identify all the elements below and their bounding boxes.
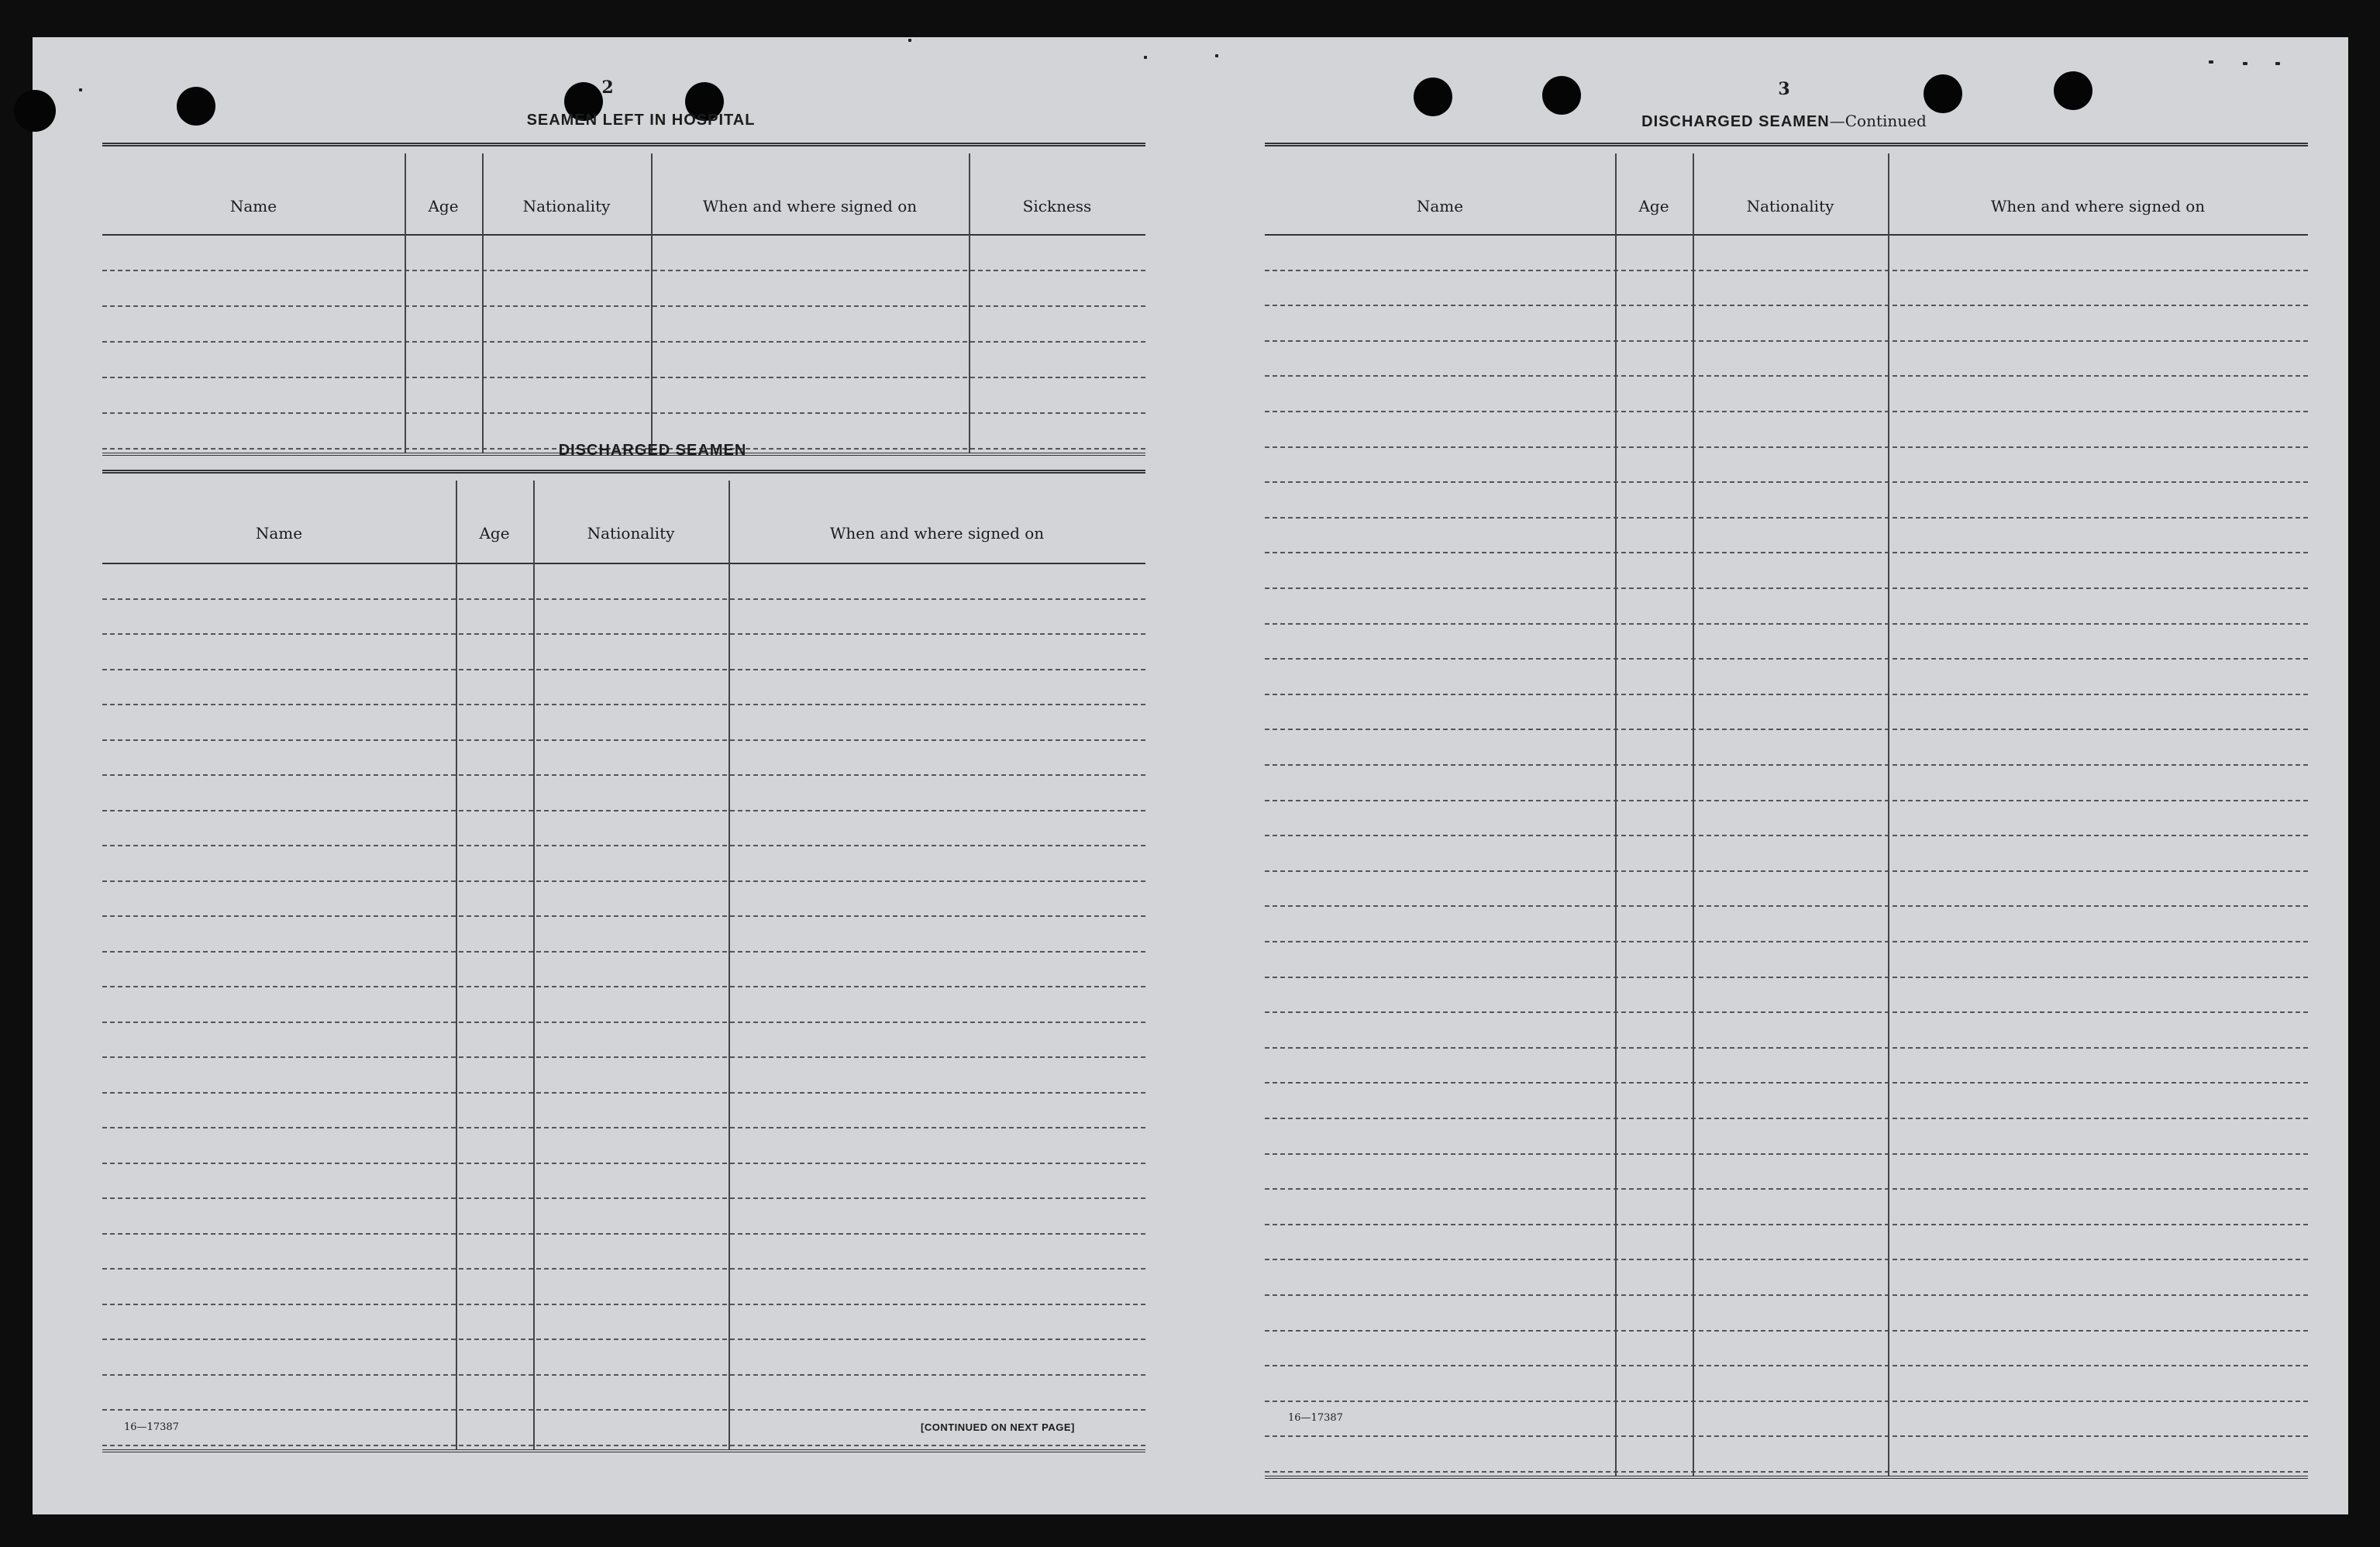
header-rule (102, 234, 1145, 236)
column-divider (651, 153, 653, 453)
table-row (1265, 835, 2308, 836)
table-row (1265, 905, 2308, 907)
column-header: Name (229, 197, 277, 215)
table-row (102, 1268, 1145, 1270)
header-rule (1265, 234, 2308, 236)
hospital-table (102, 143, 1145, 453)
table-row (102, 986, 1145, 987)
column-divider (1693, 153, 1694, 1476)
table-row (1265, 1435, 2308, 1437)
table-row (1265, 694, 2308, 695)
table-top-rule (102, 143, 1145, 146)
table-row (102, 377, 1145, 378)
column-header: Age (1638, 197, 1669, 215)
table-row (102, 880, 1145, 882)
table-row (102, 1163, 1145, 1164)
column-divider (456, 481, 457, 1449)
punch-hole (177, 87, 215, 126)
table-row (1265, 1330, 2308, 1332)
table-row (1265, 1188, 2308, 1190)
punch-hole (2054, 71, 2092, 110)
discharged-continued-title (1567, 112, 2001, 131)
page-number-left: 2 (601, 78, 614, 98)
column-header: When and where signed on (702, 197, 918, 215)
column-divider (405, 153, 406, 453)
column-header: Age (428, 197, 459, 215)
table-row (102, 341, 1145, 343)
table-row (102, 412, 1145, 414)
column-divider (1615, 153, 1617, 1476)
table-row (1265, 1224, 2308, 1225)
table-row (102, 1056, 1145, 1058)
column-divider (1888, 153, 1889, 1476)
table-row (1265, 270, 2308, 271)
column-divider (969, 153, 970, 453)
table-row (1265, 623, 2308, 625)
table-row (102, 774, 1145, 776)
punch-hole (1924, 74, 1962, 113)
dust-speck (908, 39, 911, 42)
table-row (1265, 1153, 2308, 1155)
table-row (1265, 1294, 2308, 1296)
table-row (102, 1304, 1145, 1305)
table-row (1265, 411, 2308, 412)
table-row (102, 739, 1145, 741)
table-row (1265, 1365, 2308, 1366)
table-row (102, 669, 1145, 670)
dust-speck (2243, 62, 2247, 65)
table-row (1265, 977, 2308, 978)
dust-speck (2209, 60, 2213, 64)
table-row (1265, 729, 2308, 730)
table-row (102, 1409, 1145, 1411)
dust-speck (79, 88, 82, 91)
table-row (1265, 1401, 2308, 1402)
page-number-right: 3 (1778, 79, 1790, 99)
table-row (102, 1127, 1145, 1128)
table-row (1265, 870, 2308, 872)
column-header: Nationality (587, 524, 675, 543)
table-bottom-rule (1265, 1476, 2308, 1479)
table-row (102, 598, 1145, 600)
discharged-section-title: DISCHARGED SEAMEN (558, 442, 747, 459)
column-header: Nationality (522, 197, 611, 215)
table-row (1265, 305, 2308, 306)
hospital-section-title: SEAMEN LEFT IN HOSPITAL (526, 112, 756, 129)
column-header: Sickness (1022, 197, 1092, 215)
table-row (1265, 764, 2308, 766)
column-header: When and where signed on (829, 524, 1045, 543)
dust-speck (2275, 62, 2280, 65)
table-row (102, 1445, 1145, 1446)
discharged-table (102, 470, 1145, 1446)
header-rule (102, 563, 1145, 564)
punch-hole (1542, 76, 1581, 115)
table-row (1265, 1082, 2308, 1084)
table-row (1265, 1471, 2308, 1473)
table-row (1265, 517, 2308, 519)
table-row (1265, 552, 2308, 553)
table-row (1265, 375, 2308, 377)
table-row (102, 633, 1145, 635)
table-row (1265, 800, 2308, 801)
column-header: Name (255, 524, 303, 543)
continued-suffix: —Continued (1829, 112, 1927, 130)
table-top-rule (1265, 143, 2308, 146)
dust-speck (1215, 54, 1218, 57)
table-bottom-rule (102, 1449, 1145, 1452)
form-number-right: 16—17387 (1288, 1412, 1343, 1424)
punch-hole (14, 90, 56, 132)
table-row (1265, 587, 2308, 589)
table-row (102, 1092, 1145, 1094)
column-divider (533, 481, 535, 1449)
discharged-continued-table (1265, 143, 2308, 1437)
punch-hole (1414, 78, 1452, 116)
table-row (102, 1339, 1145, 1340)
table-row (102, 1374, 1145, 1376)
table-row (102, 1197, 1145, 1199)
table-row (1265, 1011, 2308, 1013)
table-row (1265, 481, 2308, 483)
table-row (102, 1233, 1145, 1235)
table-row (102, 305, 1145, 307)
table-row (102, 915, 1145, 917)
document-sheet (33, 37, 2348, 1514)
continued-note: [CONTINUED ON NEXT PAGE] (921, 1421, 1075, 1433)
column-divider (482, 153, 484, 453)
discharged-continued-title-main: DISCHARGED SEAMEN (1641, 113, 1830, 130)
table-row (1265, 1118, 2308, 1119)
table-row (1265, 1047, 2308, 1049)
table-row (1265, 941, 2308, 942)
table-row (102, 810, 1145, 811)
form-number-left: 16—17387 (124, 1421, 179, 1433)
column-divider (728, 481, 730, 1449)
table-top-rule (102, 470, 1145, 474)
table-row (102, 951, 1145, 953)
column-header: Age (479, 524, 510, 543)
table-row (102, 270, 1145, 271)
table-row (102, 845, 1145, 846)
column-header: Name (1416, 197, 1464, 215)
dust-speck (1144, 56, 1147, 59)
column-header: When and where signed on (1990, 197, 2206, 215)
table-row (1265, 1259, 2308, 1260)
table-row (1265, 340, 2308, 342)
table-row (1265, 446, 2308, 448)
table-row (102, 704, 1145, 705)
column-header: Nationality (1746, 197, 1834, 215)
table-row (102, 1022, 1145, 1023)
table-row (1265, 658, 2308, 660)
